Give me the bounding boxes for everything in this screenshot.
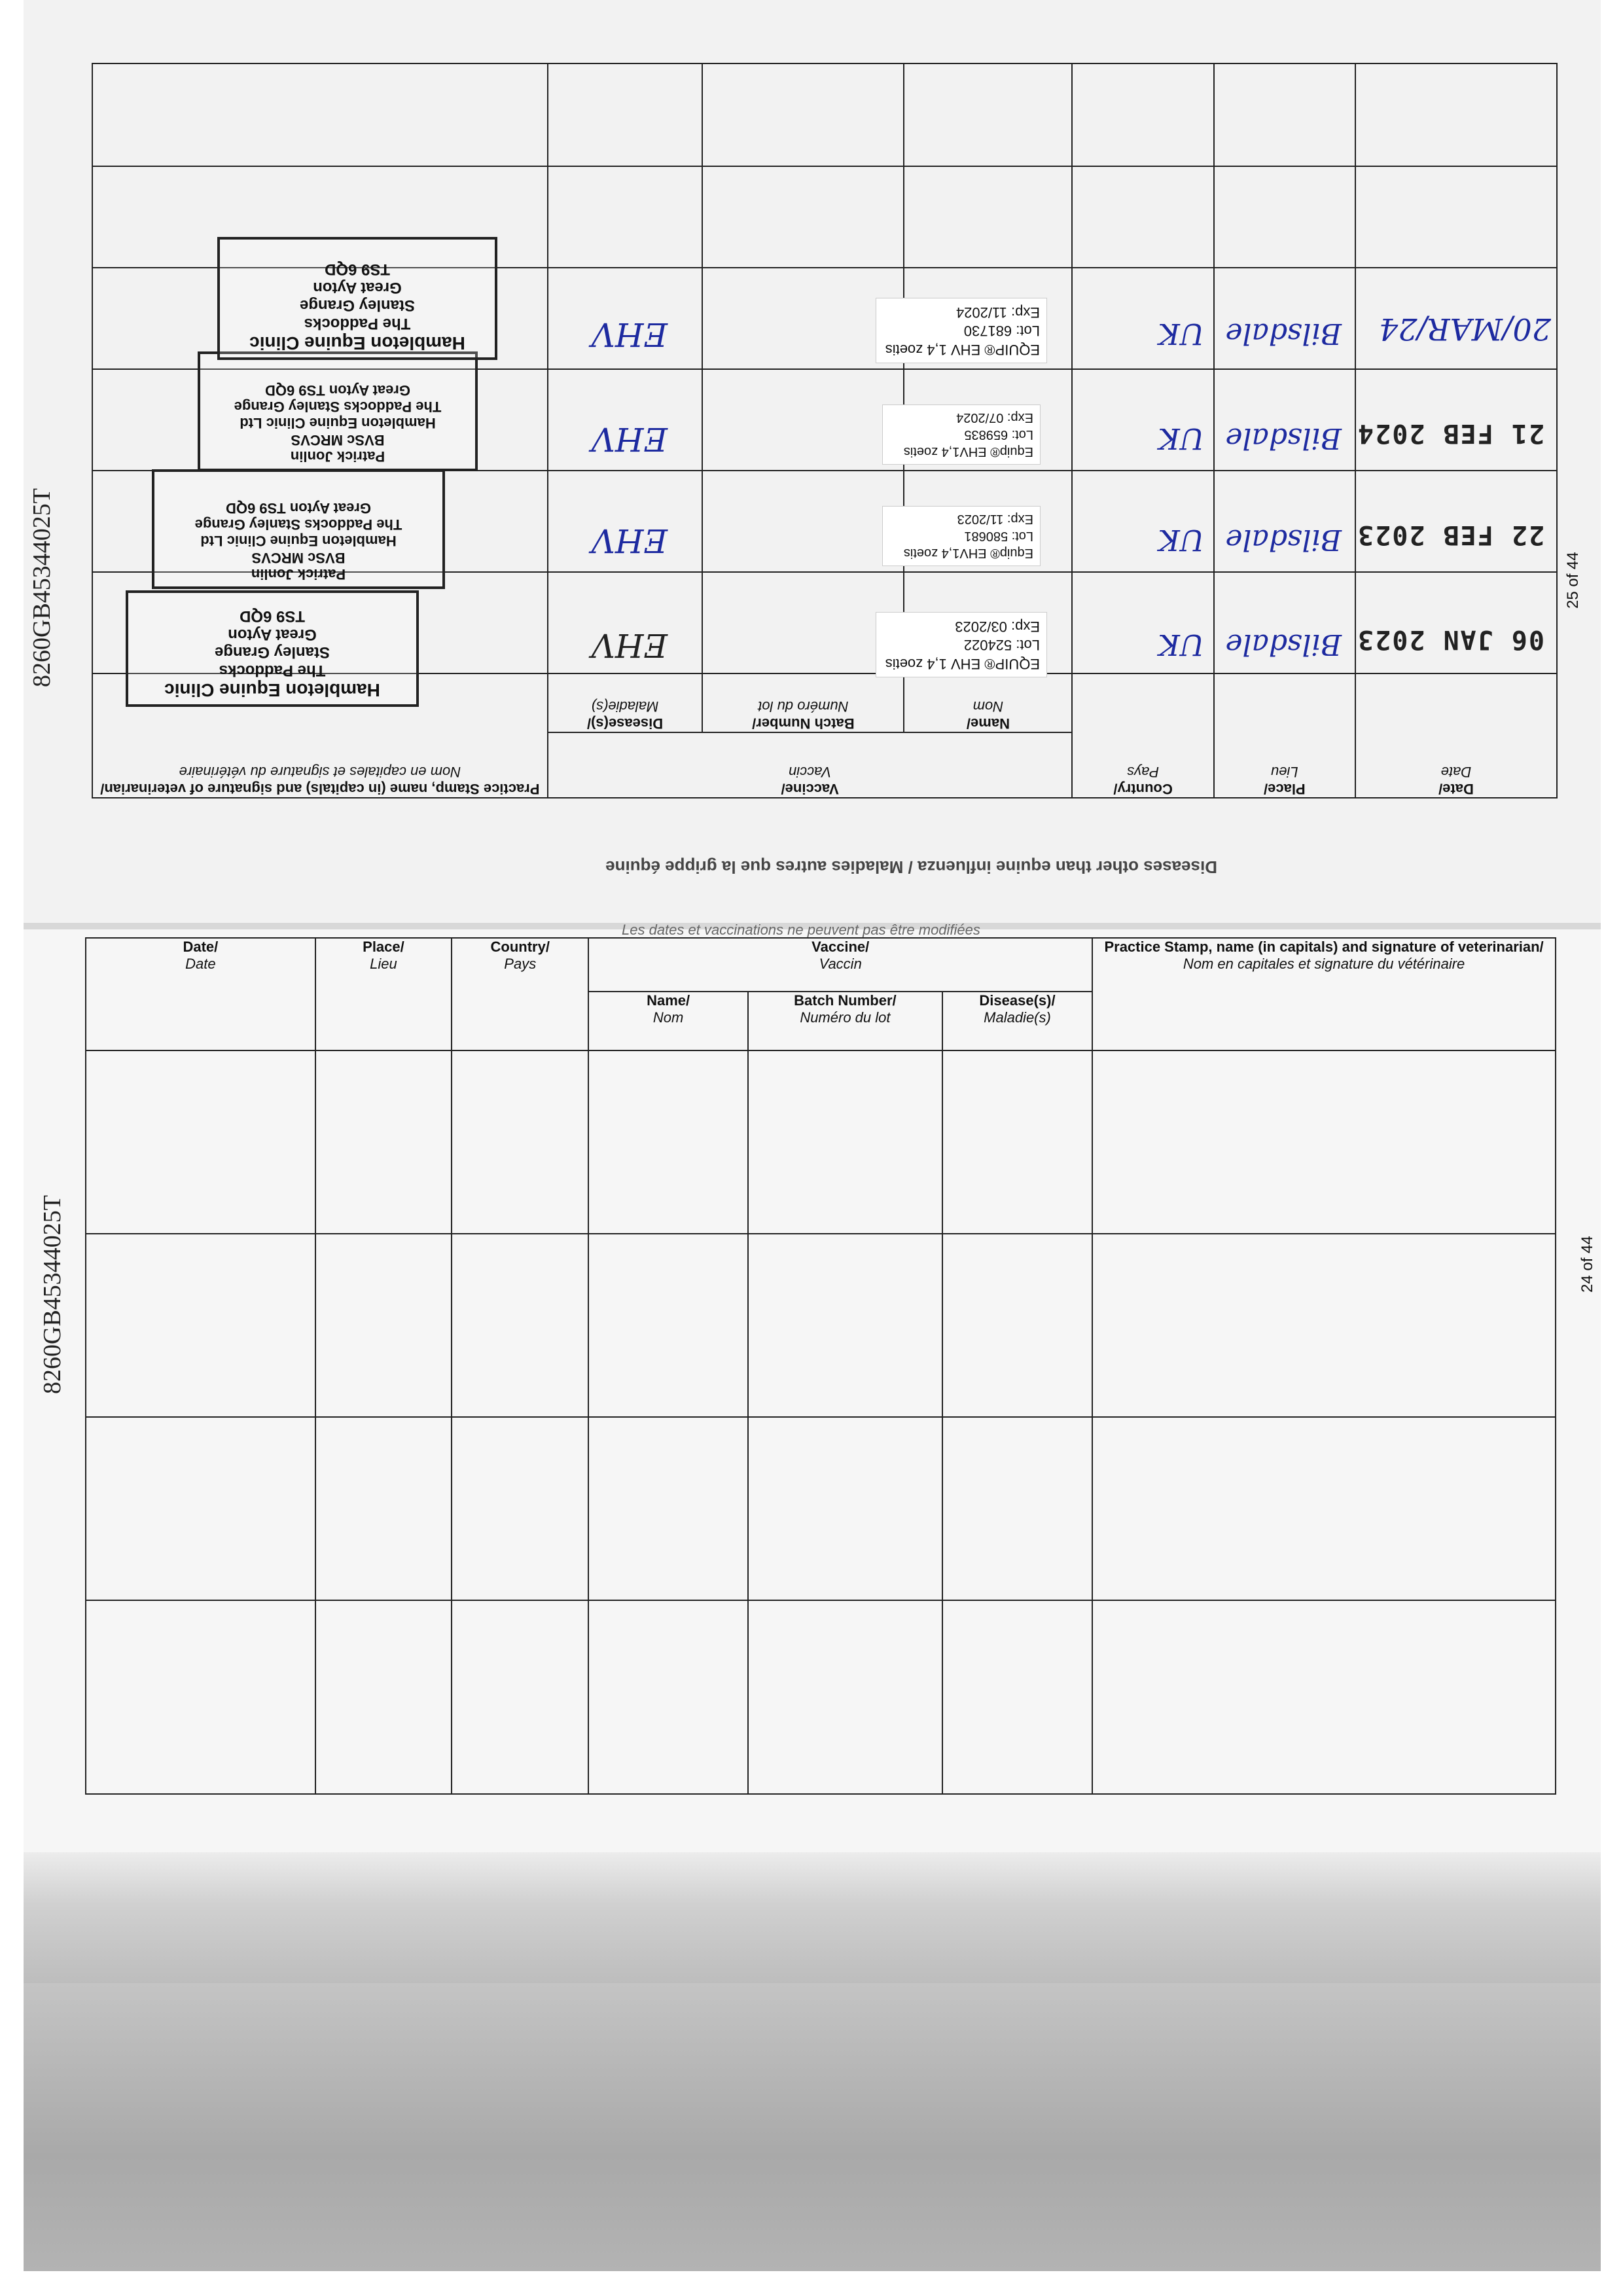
table-cell — [748, 1417, 942, 1600]
table-cell — [1092, 1417, 1556, 1600]
sticker-brand: Equip® EHV1,4 zoetis — [903, 546, 1033, 560]
table-cell — [548, 63, 703, 166]
entry-date: 22 FEB 2023 — [1357, 520, 1544, 550]
entry-place: Bilsdale — [1225, 523, 1342, 556]
vaccine-sticker — [882, 404, 1041, 465]
table-cell — [315, 1234, 452, 1417]
sticker-lot: Lot: 659835 — [964, 427, 1033, 442]
sticker-exp: Exp: 03/2023 — [955, 618, 1040, 635]
entry-place: Bilsdale — [1225, 317, 1342, 350]
table-cell — [588, 1050, 748, 1234]
entry-disease: EHV — [591, 522, 668, 560]
table-cell — [86, 1417, 315, 1600]
lower-vaccination-table — [85, 937, 1556, 1795]
table-cell — [1214, 166, 1355, 268]
table-cell — [702, 369, 904, 471]
table-cell — [702, 63, 904, 166]
table-cell — [86, 1600, 315, 1794]
table-cell — [1355, 166, 1557, 268]
upper-page-content — [0, 0, 1623, 929]
practice-stamp: Hambleton Equine Clinic The Paddocks Stanley Grange Great Ayton TS9 6QD — [217, 237, 497, 360]
upper-banner: Diseases other than equine influenza / Maladies autres que la grippe équine — [605, 857, 1217, 877]
header-name: Name/ Nom — [588, 992, 748, 1050]
table-cell — [1214, 63, 1355, 166]
entry-place: Bilsdale — [1225, 628, 1342, 661]
entry-country: UK — [1158, 523, 1204, 556]
table-cell — [748, 1234, 942, 1417]
table-cell — [1072, 369, 1213, 471]
table-cell — [1355, 63, 1557, 166]
table-cell — [942, 1417, 1092, 1600]
table-cell — [1092, 1600, 1556, 1794]
table-cell — [1072, 166, 1213, 268]
header-country: Country/ Pays — [452, 938, 588, 1050]
sticker-brand: EQUIP® EHV 1,4 zoetis — [885, 342, 1040, 358]
table-cell — [1092, 1234, 1556, 1417]
table-cell — [904, 166, 1072, 268]
table-cell — [1214, 471, 1355, 572]
practice-stamp: Patrick Jonlin BVSc MRCVS Hambleton Equine Clinic Ltd The Paddocks Stanley Grange Great Ayton TS9 6QD — [152, 469, 445, 589]
sticker-brand: Equip® EHV1,4 zoetis — [903, 444, 1033, 459]
vaccine-sticker — [876, 298, 1047, 363]
table-cell — [315, 1600, 452, 1794]
table-cell — [315, 1050, 452, 1234]
sticker-lot: Lot: 524022 — [963, 637, 1040, 654]
table-cell — [748, 1600, 942, 1794]
table-cell — [904, 63, 1072, 166]
table-cell — [1072, 63, 1213, 166]
header-stamp: Practice Stamp, name (in capitals) and signature of veterinarian/ Nom en capitales et signature du vétérinaire — [1092, 938, 1556, 1050]
entry-place: Bilsdale — [1225, 422, 1342, 455]
header-name: Name/ Nom — [904, 673, 1072, 732]
table-cell — [548, 166, 703, 268]
table-cell — [702, 268, 904, 369]
passport-number-lower: 8260GB45344025T — [39, 1195, 66, 1394]
header-disease: Disease(s)/ Maladie(s) — [942, 992, 1092, 1050]
table-cell — [1214, 369, 1355, 471]
sticker-lot: Lot: 681730 — [963, 323, 1040, 340]
table-cell — [588, 1234, 748, 1417]
page-number-upper: 25 of 44 — [1564, 552, 1582, 609]
sticker-exp: Exp: 07/2024 — [956, 410, 1033, 425]
table-cell — [86, 1050, 315, 1234]
entry-date: 06 JAN 2023 — [1357, 624, 1544, 655]
entry-disease: EHV — [591, 420, 668, 458]
table-cell — [702, 166, 904, 268]
sticker-lot: Lot: 580681 — [964, 529, 1033, 543]
header-vaccine: Vaccine/ Vaccin — [588, 938, 1092, 992]
top-note: Les dates et vaccinations ne peuvent pas être modifiées — [622, 922, 980, 938]
table-cell — [92, 63, 548, 166]
header-place: Place/ Lieu — [315, 938, 452, 1050]
header-disease: Disease(s)/ Maladie(s) — [548, 673, 703, 732]
table-cell — [942, 1234, 1092, 1417]
practice-stamp: Patrick Jonlin BVSc MRCVS Hambleton Equine Clinic Ltd The Paddocks Stanley Grange Great Ayton TS9 6QD — [198, 351, 478, 471]
practice-stamp: Hambleton Equine Clinic The Paddocks Stanley Grange Great Ayton TS9 6QD — [126, 590, 419, 707]
vaccine-sticker — [882, 506, 1041, 566]
table-cell — [315, 1417, 452, 1600]
header-country: Country/ Pays — [1072, 673, 1213, 798]
table-cell — [1072, 471, 1213, 572]
entry-country: UK — [1158, 422, 1204, 455]
table-cell — [942, 1600, 1092, 1794]
table-cell — [86, 1234, 315, 1417]
table-cell — [702, 572, 904, 673]
page-number-lower: 24 of 44 — [1578, 1236, 1596, 1293]
table-cell — [452, 1234, 588, 1417]
table-cell — [702, 471, 904, 572]
sticker-exp: Exp: 11/2024 — [955, 304, 1040, 321]
header-date: Date/ Date — [86, 938, 315, 1050]
entry-date: 20/MAR/24 — [1378, 312, 1551, 347]
sticker-exp: Exp: 11/2023 — [957, 512, 1033, 526]
table-cell — [748, 1050, 942, 1234]
entry-disease: EHV — [591, 626, 668, 664]
header-vaccine: Vaccine/ Vaccin — [548, 732, 1073, 798]
table-cell — [942, 1050, 1092, 1234]
table-cell — [588, 1417, 748, 1600]
header-date: Date/ Date — [1355, 673, 1557, 798]
table-cell — [1092, 1050, 1556, 1234]
table-cell — [452, 1417, 588, 1600]
passport-number-upper: 8260GB45344025T — [28, 488, 56, 687]
scanner-background — [24, 1983, 1601, 2271]
table-cell — [1355, 572, 1557, 673]
page-edge — [24, 1852, 1601, 1983]
entry-disease: EHV — [591, 315, 668, 353]
table-cell — [452, 1050, 588, 1234]
header-stamp: Practice Stamp, name (in capitals) and signature of veterinarian/ Nom en capitales et signature du vétérinaire — [92, 673, 548, 798]
entry-date: 21 FEB 2024 — [1357, 418, 1544, 448]
table-cell — [588, 1600, 748, 1794]
vaccine-sticker — [876, 612, 1047, 677]
header-batch: Batch Number/ Numéro du lot — [702, 673, 904, 732]
sticker-brand: EQUIP® EHV 1,4 zoetis — [885, 656, 1040, 672]
header-place: Place/ Lieu — [1214, 673, 1355, 798]
header-batch: Batch Number/ Numéro du lot — [748, 992, 942, 1050]
entry-country: UK — [1158, 628, 1204, 661]
entry-country: UK — [1158, 317, 1204, 350]
table-cell — [452, 1600, 588, 1794]
